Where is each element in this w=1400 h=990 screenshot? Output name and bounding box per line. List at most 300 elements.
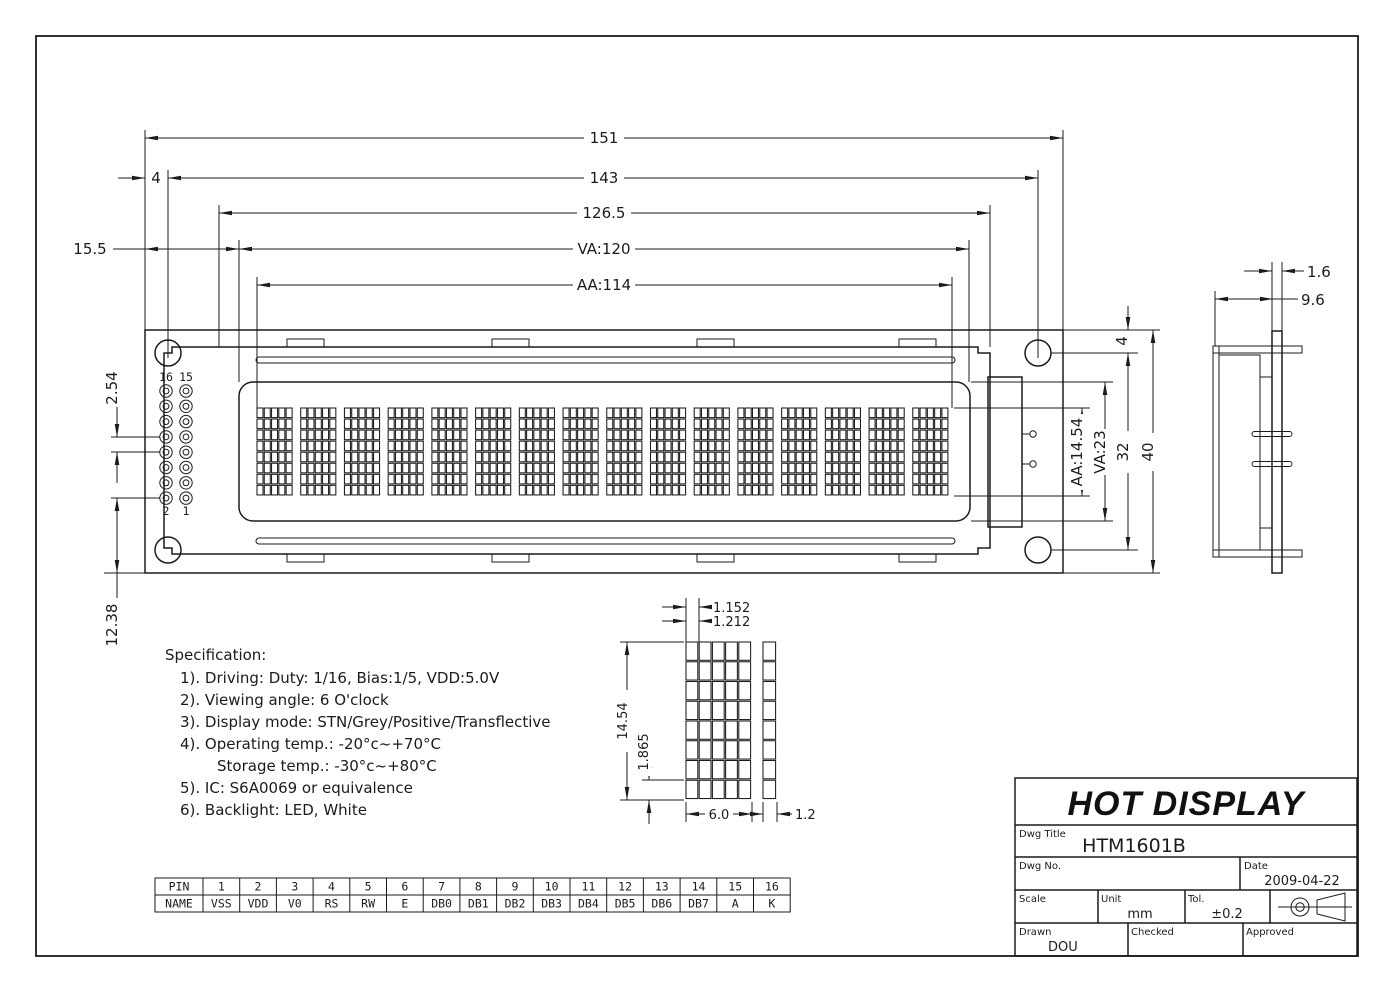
char-dot	[782, 408, 788, 418]
char-dot	[527, 408, 533, 418]
char-dot	[803, 452, 809, 462]
char-dot	[752, 430, 758, 440]
char-dot	[257, 419, 263, 429]
char-dot	[374, 452, 380, 462]
char-dot	[323, 485, 329, 495]
char-dot	[308, 441, 314, 451]
char-dot	[257, 441, 263, 451]
char-dot	[942, 430, 948, 440]
char-dot	[738, 419, 744, 429]
char-dot	[359, 463, 365, 473]
char-dot	[352, 430, 358, 440]
pin-table-cell: V0	[287, 896, 302, 911]
char-dot	[519, 430, 525, 440]
char-dot	[315, 441, 321, 451]
char-dot	[927, 485, 933, 495]
char-dot	[709, 474, 715, 484]
char-dot	[315, 452, 321, 462]
char-dot	[548, 474, 554, 484]
char-dot	[621, 430, 627, 440]
char-dot	[942, 408, 948, 418]
char-dot	[527, 463, 533, 473]
char-dot	[395, 408, 401, 418]
pin-table-cell: DB3	[541, 896, 562, 911]
char-dot	[388, 474, 394, 484]
char-dot	[920, 419, 926, 429]
pin-table-cell: DB1	[467, 896, 489, 911]
dim-pin-pitch: 2.54	[103, 371, 121, 405]
char-dot	[417, 485, 423, 495]
char-dot	[658, 408, 664, 418]
char-dot	[279, 474, 285, 484]
detail-dot	[726, 642, 738, 660]
char-dot	[301, 430, 307, 440]
detail-dot	[699, 662, 711, 680]
char-dot	[359, 485, 365, 495]
char-dot	[782, 452, 788, 462]
pin-table-cell: DB0	[431, 896, 452, 911]
char-dot	[636, 408, 642, 418]
char-dot	[884, 408, 890, 418]
detail-dot	[699, 682, 711, 700]
display-window	[239, 382, 970, 521]
char-dot	[578, 474, 584, 484]
pin-hole	[183, 449, 189, 455]
front-view	[145, 330, 1063, 573]
char-dot	[840, 441, 846, 451]
char-dot	[891, 485, 897, 495]
char-dot	[796, 474, 802, 484]
char-dot	[570, 463, 576, 473]
char-dot	[913, 408, 919, 418]
char-dot	[694, 430, 700, 440]
char-dot	[658, 430, 664, 440]
char-dot	[782, 419, 788, 429]
char-dot	[621, 474, 627, 484]
char-dot	[723, 452, 729, 462]
char-dot	[789, 419, 795, 429]
char-dot	[854, 441, 860, 451]
pin-table-cell: 3	[291, 879, 299, 894]
dim-char-width: 6.0	[708, 808, 730, 823]
char-dot	[279, 463, 285, 473]
pin-table-cell: RS	[324, 896, 339, 911]
char-dot	[308, 419, 314, 429]
dimensions-left	[103, 371, 160, 646]
char-dot	[432, 419, 438, 429]
char-dot	[811, 463, 817, 473]
pin-table-cell: DB4	[578, 896, 599, 911]
char-dot	[308, 430, 314, 440]
pin-table-cell: 9	[511, 879, 519, 894]
char-dot	[461, 474, 467, 484]
detail-dot	[686, 642, 698, 660]
char-dot	[527, 419, 533, 429]
pin-pad	[160, 400, 172, 412]
char-dot	[738, 485, 744, 495]
char-dot	[709, 485, 715, 495]
char-dot	[935, 419, 941, 429]
char-dot	[344, 463, 350, 473]
char-dot	[410, 485, 416, 495]
char-dot	[578, 430, 584, 440]
char-dot	[410, 452, 416, 462]
char-dot	[847, 474, 853, 484]
char-dot	[476, 463, 482, 473]
char-dot	[680, 452, 686, 462]
char-dot	[483, 474, 489, 484]
char-dot	[264, 419, 270, 429]
char-dot	[658, 463, 664, 473]
pin-number-label: 16	[159, 370, 173, 384]
pin-pad	[180, 492, 192, 504]
date-value: 2009-04-22	[1264, 874, 1340, 889]
char-dot	[366, 474, 372, 484]
char-dot	[505, 441, 511, 451]
char-dot	[876, 441, 882, 451]
char-dot	[403, 463, 409, 473]
char-dot	[548, 452, 554, 462]
char-dot	[272, 430, 278, 440]
char-dot	[621, 419, 627, 429]
char-dot	[840, 430, 846, 440]
char-dot	[359, 408, 365, 418]
char-dot	[716, 430, 722, 440]
spec-title: Specification:	[165, 646, 267, 664]
char-dot	[410, 430, 416, 440]
dim-depth: 9.6	[1301, 291, 1325, 309]
char-dot	[767, 452, 773, 462]
char-dot	[614, 463, 620, 473]
char-dot	[395, 419, 401, 429]
char-dot	[301, 408, 307, 418]
bezel-slot	[256, 357, 955, 363]
char-dot	[607, 463, 613, 473]
char-dot	[439, 474, 445, 484]
side-pcb	[1272, 331, 1282, 573]
char-dot	[264, 408, 270, 418]
char-dot	[796, 419, 802, 429]
char-dot	[665, 452, 671, 462]
char-dot	[898, 430, 904, 440]
char-dot	[461, 430, 467, 440]
char-dot	[366, 463, 372, 473]
char-dot	[876, 430, 882, 440]
pin-table-cell: A	[731, 896, 739, 911]
char-dot	[366, 419, 372, 429]
char-dot	[301, 485, 307, 495]
char-dot	[833, 474, 839, 484]
pin-table-cell: 10	[544, 879, 559, 894]
drawn-value: DOU	[1048, 940, 1078, 955]
char-dot	[366, 408, 372, 418]
char-dot	[701, 452, 707, 462]
char-dot	[403, 408, 409, 418]
char-dot	[927, 408, 933, 418]
pin-table-cell: 13	[654, 879, 669, 894]
char-dot	[541, 474, 547, 484]
char-dot	[935, 463, 941, 473]
char-dot	[636, 430, 642, 440]
char-dot	[650, 408, 656, 418]
char-dot	[257, 485, 263, 495]
pin-table-cell: 7	[438, 879, 446, 894]
char-dot	[490, 474, 496, 484]
char-dot	[614, 474, 620, 484]
char-dot	[570, 419, 576, 429]
pin-pad	[160, 415, 172, 427]
char-dot	[439, 485, 445, 495]
char-dot	[272, 485, 278, 495]
char-dot	[359, 430, 365, 440]
char-dot	[454, 474, 460, 484]
pin-hole	[183, 465, 189, 471]
char-dot	[592, 474, 598, 484]
char-dot	[483, 463, 489, 473]
char-dot	[782, 441, 788, 451]
char-dot	[563, 441, 569, 451]
char-dot	[672, 441, 678, 451]
dim-pcb-thickness: 1.6	[1307, 263, 1331, 281]
char-dot	[891, 474, 897, 484]
char-dot	[680, 430, 686, 440]
char-dot	[395, 430, 401, 440]
char-dot	[344, 430, 350, 440]
char-dot	[782, 474, 788, 484]
char-dot	[913, 441, 919, 451]
char-dot	[563, 474, 569, 484]
pin-table-cell: 6	[401, 879, 409, 894]
char-dot	[417, 430, 423, 440]
char-dot	[636, 463, 642, 473]
char-dot	[534, 463, 540, 473]
char-dot	[723, 463, 729, 473]
char-dot	[330, 452, 336, 462]
char-dot	[432, 430, 438, 440]
tol-value: ±0.2	[1211, 907, 1243, 922]
char-detail	[616, 598, 816, 824]
detail-dot	[686, 662, 698, 680]
char-dot	[454, 452, 460, 462]
char-dot	[752, 408, 758, 418]
char-dot	[541, 441, 547, 451]
char-dot	[446, 485, 452, 495]
char-dot	[920, 408, 926, 418]
char-dot	[607, 485, 613, 495]
char-dot	[366, 441, 372, 451]
char-dot	[847, 463, 853, 473]
char-dot	[330, 485, 336, 495]
char-dot	[519, 485, 525, 495]
checked-label: Checked	[1131, 927, 1174, 938]
char-dot	[439, 452, 445, 462]
pin-pad	[180, 446, 192, 458]
char-dot	[629, 441, 635, 451]
char-dot	[497, 463, 503, 473]
char-dot	[483, 419, 489, 429]
char-dot	[803, 419, 809, 429]
detail-dot	[712, 701, 724, 719]
detail-dot	[726, 741, 738, 759]
char-dot	[825, 452, 831, 462]
char-dot	[563, 430, 569, 440]
char-dot	[913, 485, 919, 495]
char-dot	[344, 452, 350, 462]
pin-pad	[160, 431, 172, 443]
char-dot	[942, 474, 948, 484]
char-dot	[592, 463, 598, 473]
char-dot	[854, 485, 860, 495]
detail-dot	[686, 682, 698, 700]
detail-dot	[739, 741, 751, 759]
char-dot	[563, 452, 569, 462]
char-dot	[694, 419, 700, 429]
char-dot	[607, 419, 613, 429]
pin-table-cell: K	[768, 896, 776, 911]
char-dot	[745, 408, 751, 418]
char-dot	[454, 463, 460, 473]
bezel-slot	[256, 538, 955, 544]
char-dot	[359, 441, 365, 451]
char-dot	[541, 452, 547, 462]
char-dot	[629, 474, 635, 484]
char-dot	[629, 452, 635, 462]
char-dot	[891, 408, 897, 418]
char-dot	[497, 485, 503, 495]
char-dot	[483, 441, 489, 451]
char-dot	[760, 419, 766, 429]
char-dot	[680, 419, 686, 429]
char-dot	[366, 452, 372, 462]
char-dot	[483, 408, 489, 418]
char-dot	[315, 408, 321, 418]
char-dot	[680, 408, 686, 418]
char-dot	[446, 452, 452, 462]
char-dot	[716, 419, 722, 429]
char-dot	[913, 419, 919, 429]
char-dot	[344, 474, 350, 484]
pin-pad	[160, 446, 172, 458]
char-dot	[548, 485, 554, 495]
detail-dot	[699, 761, 711, 779]
char-dot	[913, 452, 919, 462]
char-dot	[650, 430, 656, 440]
char-dot	[490, 419, 496, 429]
char-dot	[323, 452, 329, 462]
char-dot	[461, 441, 467, 451]
char-dot	[446, 419, 452, 429]
pin-pad	[160, 385, 172, 397]
char-dot	[541, 463, 547, 473]
side-bezel-face	[1213, 346, 1219, 557]
char-dot	[330, 430, 336, 440]
char-dot	[308, 463, 314, 473]
char-dot	[891, 463, 897, 473]
char-dot	[563, 408, 569, 418]
char-dot	[548, 408, 554, 418]
char-dot	[854, 430, 860, 440]
spec-line: 5). IC: S6A0069 or equivalence	[180, 779, 413, 797]
detail-dot	[712, 780, 724, 798]
dimensions-right	[954, 306, 1161, 573]
char-dot	[585, 408, 591, 418]
char-dot	[760, 463, 766, 473]
char-dot	[388, 485, 394, 495]
unit-label: Unit	[1101, 894, 1122, 905]
char-dot	[330, 474, 336, 484]
pin-pad	[180, 477, 192, 489]
char-dot	[847, 419, 853, 429]
char-dot	[330, 419, 336, 429]
pcb-outline	[145, 330, 1063, 573]
char-dot	[803, 485, 809, 495]
char-dot	[286, 419, 292, 429]
char-dot	[476, 452, 482, 462]
char-dot	[833, 463, 839, 473]
char-dot	[942, 463, 948, 473]
char-dot	[752, 419, 758, 429]
char-dot	[541, 419, 547, 429]
char-dot	[534, 485, 540, 495]
detail-dot	[726, 682, 738, 700]
char-dot	[388, 419, 394, 429]
char-dot	[446, 463, 452, 473]
char-dot	[796, 452, 802, 462]
char-dot	[454, 485, 460, 495]
char-dot	[614, 485, 620, 495]
char-dot	[308, 408, 314, 418]
char-dot	[359, 419, 365, 429]
char-dot	[505, 430, 511, 440]
char-dot	[614, 430, 620, 440]
char-dot	[840, 474, 846, 484]
char-dot	[840, 463, 846, 473]
char-dot	[629, 430, 635, 440]
pin-hole	[183, 495, 189, 501]
tol-label: Tol.	[1188, 894, 1205, 905]
pin-table-cell: DB2	[504, 896, 526, 911]
char-dot	[286, 485, 292, 495]
scale-label: Scale	[1019, 894, 1046, 905]
char-dot	[745, 452, 751, 462]
char-dot	[578, 441, 584, 451]
char-dot	[927, 452, 933, 462]
char-dot	[570, 452, 576, 462]
char-dot	[527, 430, 533, 440]
char-dot	[665, 419, 671, 429]
char-dot	[789, 474, 795, 484]
char-dot	[323, 419, 329, 429]
char-dot	[723, 485, 729, 495]
char-dot	[629, 408, 635, 418]
char-dot	[490, 452, 496, 462]
char-dot	[417, 419, 423, 429]
char-dot	[650, 452, 656, 462]
char-dot	[279, 485, 285, 495]
char-dot	[767, 408, 773, 418]
char-dot	[410, 408, 416, 418]
char-dot	[927, 463, 933, 473]
cursor-dot	[763, 721, 776, 739]
char-dot	[432, 408, 438, 418]
char-dot	[869, 408, 875, 418]
char-dot	[359, 474, 365, 484]
char-dot	[898, 474, 904, 484]
spec-text	[165, 646, 551, 819]
char-dot	[578, 419, 584, 429]
char-dot	[767, 430, 773, 440]
char-dot	[476, 419, 482, 429]
